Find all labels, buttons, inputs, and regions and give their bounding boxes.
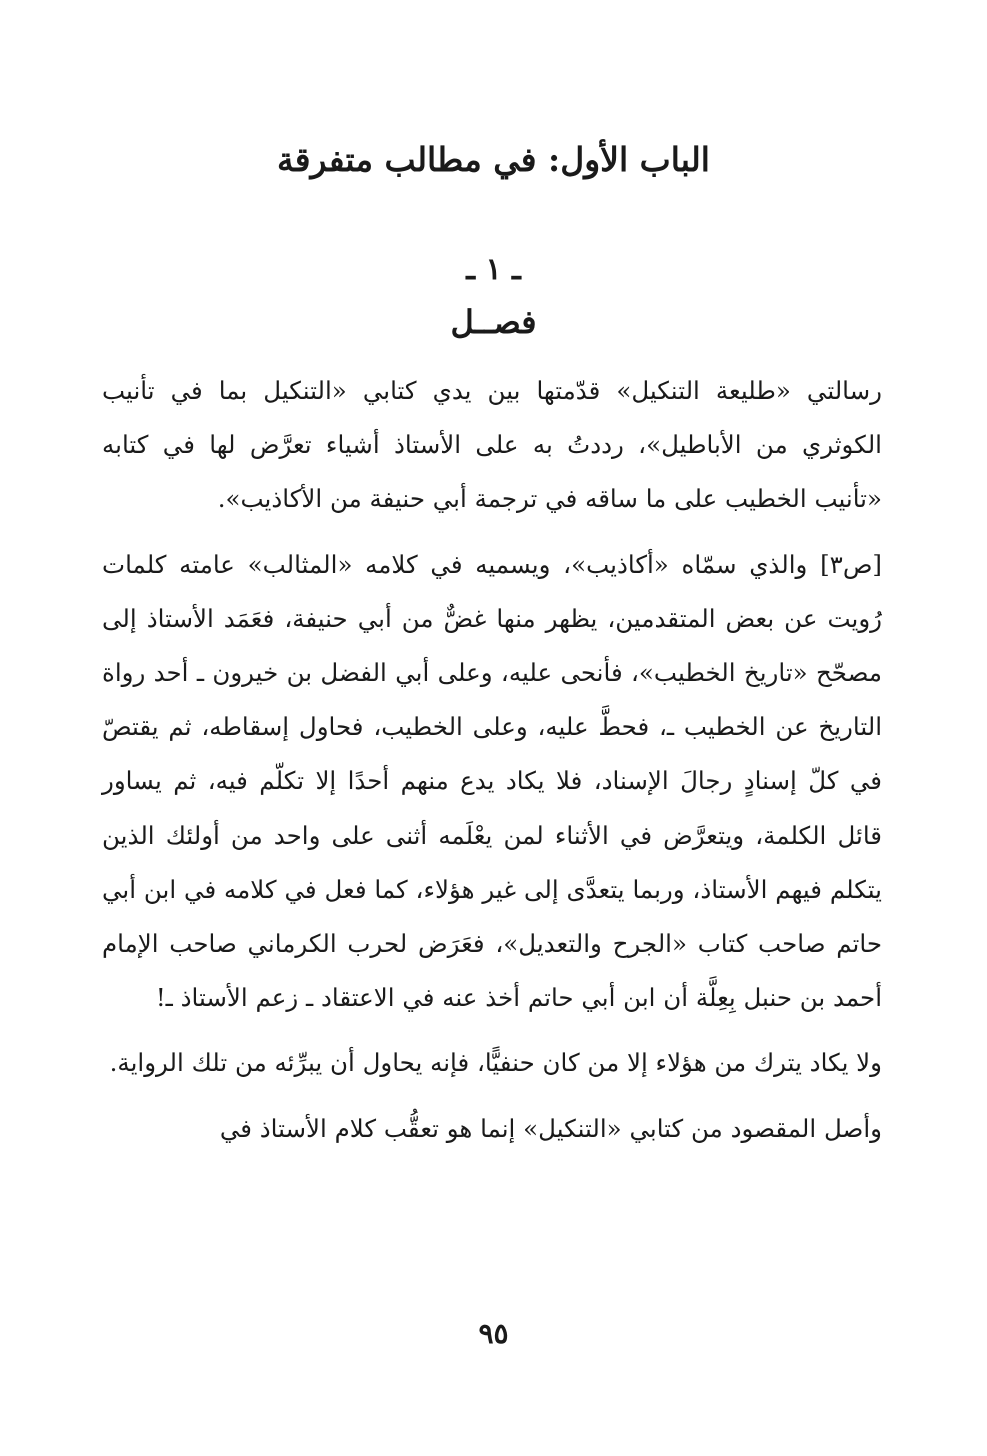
paragraph-1: رسالتي «طليعة التنكيل» قدّمتها بين يدي كتابي «التنكيل بما في تأنيب الكوثري من الأباطيل»، رددتُ به على الأستاذ أشياء تعرَّض لها في كتابه «تأنيب الخطيب على ما ساقه في ترجمة أبي حنيفة من الأكاذيب».	[102, 376, 882, 514]
section-number: ـ ١ ـ	[466, 252, 521, 287]
paragraph-2: [ص٣] والذي سمّاه «أكاذيب»، ويسميه في كلامه «المثالب» عامته كلمات رُويت عن بعض المتقدمين، يظهر منها غضٌّ من أبي حنيفة، فعَمَد الأستاذ إلى مصحّح «تاريخ الخطيب»، فأنحى عليه، وعلى أبي الفضل بن خيرون ـ أحد رواة التاريخ عن الخطيب ـ، فحطَّ عليه، وعلى الخطيب، فحاول إسقاطه، ثم يقتصّ في كلّ إسنادٍ رجالَ الإسناد، فلا يكاد يدع منهم أحدًا إلا تكلّم فيه، ثم يساور قائل الكلمة، ويتعرَّض في الأثناء لمن يعْلَمه أثنى على واحد من أولئك الذين يتكلم فيهم الأستاذ، وربما يتعدَّى إلى غير هؤلاء، كما فعل في كلامه في ابن أبي حاتم صاحب كتاب «الجرح والتعديل»، فعَرَض لحرب الكرماني صاحب الإمام أحمد بن حنبل بِعِلَّة أن ابن أبي حاتم أخذ عنه في الاعتقاد ـ زعم الأستاذ ـ!	[102, 549, 882, 1013]
paragraph-3: ولا يكاد يترك من هؤلاء إلا من كان حنفيًّا، فإنه يحاول أن يبرِّئه من تلك الرواية.	[109, 1048, 882, 1078]
page-number: ٩٥	[478, 1317, 509, 1350]
chapter-title: الباب الأول: في مطالب متفرقة	[277, 140, 710, 179]
body-text	[102, 364, 882, 1156]
paragraph-4: وأصل المقصود من كتابي «التنكيل» إنما هو تعقُّب كلام الأستاذ في	[219, 1113, 882, 1143]
section-heading: فصــل	[450, 303, 537, 341]
